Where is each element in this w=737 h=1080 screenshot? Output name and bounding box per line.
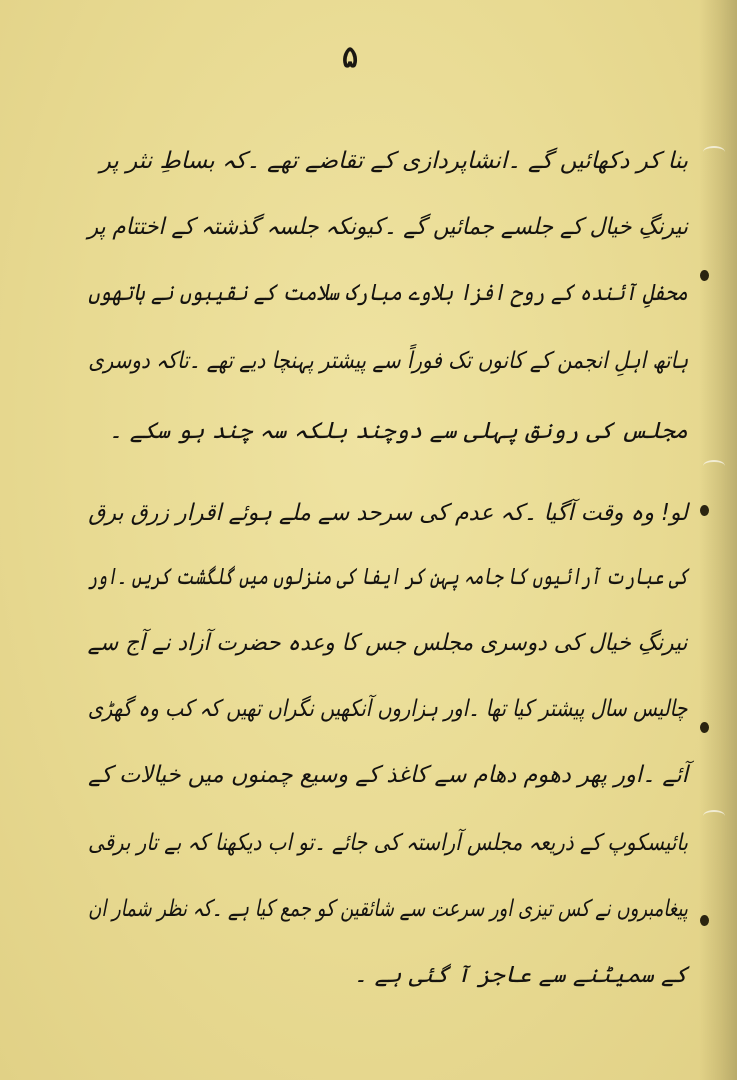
text-line: بنا کر دکھائیں گے ۔انشاپردازی کے تقاضے تھے ۔کہ بساطِ نثر پر [99,148,688,174]
binding-hole [700,722,709,733]
text-line: چالیس سال پیشتر کیا تھا ۔اور ہزاروں آنکھیں نگراں تھیں کہ کب وہ گھڑی [88,696,688,722]
text-line: کے سمیٹنے سے عاجز آ گئی ہے ۔ [353,962,688,988]
text-line: بائیسکوپ کے ذریعہ مجلس آراستہ کی جائے ۔تو اب دیکھنا کہ بے تار برقی [88,830,688,856]
text-line: نیرنگِ خیال کی دوسری مجلس جس کا وعدہ حضرت آزاد نے آج سے [88,630,688,656]
page-binding-edge [699,0,737,1080]
binding-hole [700,915,709,926]
text-line: نیرنگِ خیال کے جلسے جمائیں گے ۔کیونکہ جلسہ گذشتہ کے اختتام پر [87,214,688,240]
binding-stitch [703,810,725,822]
text-line: پیغامبروں نے کس تیزی اور سرعت سے شائقین کو جمع کیا ہے ۔کہ نظر شمار ان [88,896,688,922]
binding-hole [700,270,709,281]
text-line: محفلِ آئندہ کے روح افزا بلاوے مبارک سلامت کے نقیبوں نے ہاتھوں [88,280,688,306]
text-line: ہاتھ اہلِ انجمن کے کانوں تک فوراً سے پیشتر پہنچا دیے تھے ۔تاکہ دوسری [87,348,688,374]
binding-hole [700,505,709,516]
text-line: کی عبارت آرائیوں کا جامہ پہن کر ایفا کی منزلوں میں گلگشت کریں ۔اور [87,564,688,590]
text-line: لو! وہ وقت آگیا ۔کہ عدم کی سرحد سے ملے ہوئے اقرار زرق برق [88,500,688,526]
binding-stitch [703,460,725,472]
text-line: مجلس کی رونق پہلی سے دوچند بلکہ سہ چند ہو سکے ۔ [108,418,688,444]
page-number: ۵ [341,40,359,75]
binding-stitch [703,146,725,158]
text-line: آئے ۔اور پھر دھوم دھام سے کاغذ کے وسیع چمنوں میں خیالات کے [88,762,688,788]
